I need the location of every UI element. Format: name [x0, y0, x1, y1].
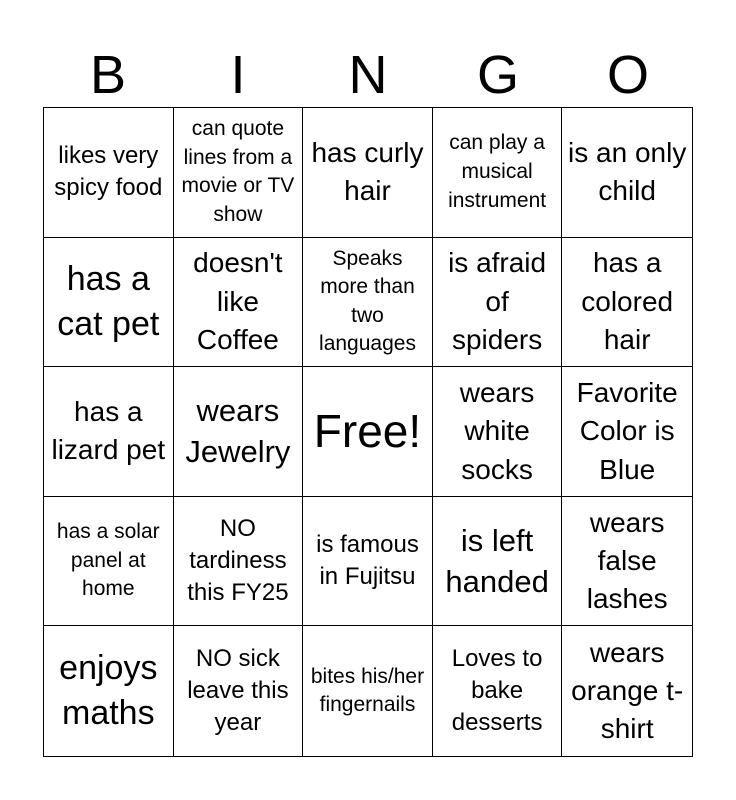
bingo-cell-text: NO tardiness this FY25 — [187, 514, 289, 607]
bingo-cell-text: wears false lashes — [586, 506, 668, 615]
bingo-cell-text: is left handed — [445, 522, 549, 600]
bingo-cell[interactable] — [44, 626, 174, 756]
bingo-cell[interactable] — [303, 626, 433, 756]
bingo-cell-text: wears orange t-shirt — [571, 636, 684, 745]
bingo-cell-text: Favorite Color is Blue — [576, 376, 678, 485]
bingo-cell[interactable] — [44, 497, 174, 627]
header-letter-n: N — [348, 45, 388, 105]
bingo-cell[interactable] — [174, 626, 304, 756]
bingo-cell-text: wears white socks — [459, 376, 535, 485]
bingo-cell[interactable] — [562, 497, 692, 627]
free-space[interactable] — [303, 367, 433, 497]
bingo-cell[interactable] — [562, 626, 692, 756]
bingo-cell-text: has a lizard pet — [51, 396, 166, 466]
bingo-cell-text: doesn't like Coffee — [193, 247, 283, 356]
bingo-cell-text: enjoys maths — [59, 648, 158, 733]
bingo-cell[interactable] — [562, 367, 692, 497]
bingo-cell-text: wears Jewelry — [185, 393, 291, 470]
bingo-cell-text: Loves to bake desserts — [451, 644, 543, 737]
header-letter-b: B — [89, 45, 127, 105]
free-space-text: Free! — [313, 404, 422, 457]
header-letter-g: G — [476, 45, 519, 105]
bingo-header — [43, 44, 693, 106]
bingo-cell[interactable] — [433, 626, 563, 756]
bingo-cell[interactable] — [433, 367, 563, 497]
bingo-cell-text: is afraid of spiders — [448, 247, 547, 356]
bingo-cell[interactable] — [433, 497, 563, 627]
bingo-cell[interactable] — [303, 497, 433, 627]
bingo-cell-text: can quote lines from a movie or TV show — [181, 117, 295, 226]
bingo-cell[interactable] — [44, 108, 174, 238]
bingo-cell-text: likes very spicy food — [54, 142, 163, 202]
bingo-cell[interactable] — [44, 238, 174, 368]
bingo-cell[interactable] — [44, 367, 174, 497]
bingo-board — [43, 107, 693, 757]
bingo-cell[interactable] — [303, 238, 433, 368]
bingo-cell-text: Speaks more than two languages — [319, 246, 416, 356]
bingo-cell-text: has curly hair — [311, 136, 424, 207]
bingo-cell[interactable] — [433, 108, 563, 238]
bingo-cell[interactable] — [174, 238, 304, 368]
bingo-cell-text: is famous in Fujitsu — [316, 530, 419, 591]
bingo-cell[interactable] — [174, 497, 304, 627]
bingo-cell[interactable] — [562, 238, 692, 368]
bingo-cell-text: has a colored hair — [581, 247, 674, 356]
bingo-cell-text: bites his/her fingernails — [310, 664, 425, 717]
bingo-cell[interactable] — [174, 108, 304, 238]
bingo-cell[interactable] — [433, 238, 563, 368]
bingo-cell-text: has a cat pet — [57, 259, 160, 343]
bingo-cell[interactable] — [303, 108, 433, 238]
bingo-cell-text: is an only child — [568, 136, 687, 207]
bingo-cell-text: can play a musical instrument — [448, 131, 547, 212]
bingo-cell-text: NO sick leave this year — [187, 644, 289, 737]
header-letter-i: I — [230, 45, 246, 105]
bingo-cell-text: has a solar panel at home — [56, 520, 160, 601]
bingo-cell[interactable] — [174, 367, 304, 497]
bingo-cell[interactable] — [562, 108, 692, 238]
header-letter-o: O — [606, 45, 649, 105]
